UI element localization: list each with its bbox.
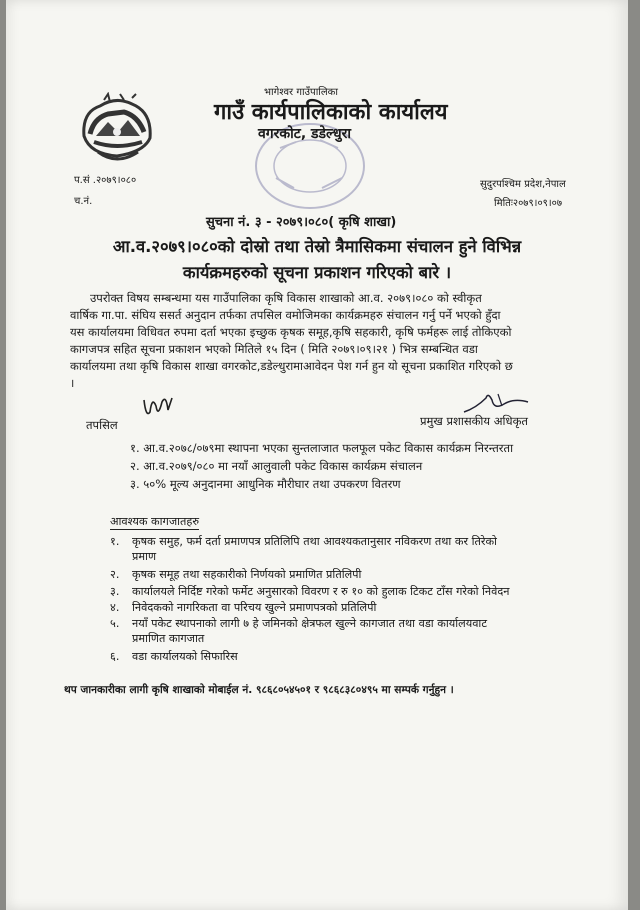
document-item-number: २. <box>110 568 120 581</box>
document-item-line: कृषक समुह, फर्म दर्ता प्रमाणपत्र प्रतिलिपि तथा आवश्यकतानुसार नविकरण तथा कर तिरेको <box>132 535 497 548</box>
province-name: सुदुरपश्चिम प्रदेश,नेपाल <box>480 179 566 190</box>
document-item-number: ३. <box>110 585 120 598</box>
tapsil-item: ३. ५०% मूल्य अनुदानमा आधुनिक मौरीघार तथा उपकरण वितरण <box>130 477 401 491</box>
body-line: वार्षिक गा.पा. संघिय ससर्त अनुदान तर्फका तपसिल वमोजिमका कार्यक्रमहरु संचालन गर्नु पर्ने भएको हुँदा <box>70 308 501 322</box>
documents-heading: आवश्यक कागजातहरु <box>110 515 200 528</box>
tapsil-item: १. आ.व.२०७८/०७९मा स्थापना भएका सुन्तलाजात फलफूल पकेट विकास कार्यक्रम निरन्तरता <box>130 441 514 455</box>
contact-info: थप जानकारीका लागी कृषि शाखाको मोबाईल नं. ९८६८०५४५०१ र ९८६८३८०४९५ मा सम्पर्क गर्नुहुन । <box>64 684 454 696</box>
document-item-number: ५. <box>110 617 120 630</box>
document-item-line: नयाँ पकेट स्थापनाको लागी ७ हे जमिनको क्षेत्रफल खुल्ने कागजात तथा वडा कार्यालयवाट <box>132 617 487 630</box>
notice-page <box>6 0 628 910</box>
nepal-emblem-icon <box>74 92 160 172</box>
document-item-number: १. <box>110 535 120 548</box>
document-item-line: कार्यालयले निर्दिष्ट गरेको फर्मेट अनुसारको विवरण र रु १० को हुलाक टिकट टाँस गरेको निवेदन <box>132 585 510 598</box>
body-line: कार्यालयमा तथा कृषि विकास शाखा वगरकोट,डडेल्धुरामाआवेदन पेश गर्न हुन यो सूचना प्रकाशित गरिएको छ <box>70 359 513 373</box>
document-item-number: ४. <box>110 601 120 614</box>
tapsil-heading: तपसिल <box>86 418 118 432</box>
notice-date: मितिः२०७९।०९।०७ <box>494 198 563 209</box>
body-line: कागजपत्र सहित सूचना प्रकाशन भएको मितिले १५ दिन ( मिति २०७९।०९।२१ ) भित्र सम्बन्धित वडा <box>70 342 478 356</box>
office-title: गाउँ कार्यपालिकाको कार्यालय <box>214 100 448 125</box>
left-signature-icon <box>140 392 176 422</box>
document-item-line: प्रमाण <box>132 550 157 563</box>
patra-sankhya: प.सं .२०७९।०८० <box>74 175 137 186</box>
body-line: । <box>70 376 75 390</box>
signatory-title: प्रमुख प्रशासकीय अधिकृत <box>420 414 528 428</box>
chalani-number: च.नं. <box>74 196 93 207</box>
notice-subject-line-2: कार्यक्रमहरुको सूचना प्रकाशन गरिएको बारे । <box>182 263 452 282</box>
notice-subject-line-1: आ.व.२०७९।०८०को दोस्रो तथा तेस्रो त्रैमासिकमा संचालन हुने विभिन्न <box>112 237 522 256</box>
municipality-name: भागेश्वर गाउँपालिका <box>264 87 338 98</box>
document-item-line: प्रमाणित कागजात <box>132 632 205 645</box>
office-location: वगरकोट, डडेल्धुरा <box>258 126 351 142</box>
document-item-number: ६. <box>110 650 120 663</box>
body-line: यस कार्यालयमा विधिवत रुपमा दर्ता भएका इच्छुक कृषक समूह,कृषि सहकारी, कृषि फर्महरू लाई तोकिएको <box>70 325 512 339</box>
tapsil-item: २. आ.व.२०७९/०८० मा नयाँ आलुवाली पकेट विकास कार्यक्रम संचालन <box>130 459 423 473</box>
body-line: उपरोक्त विषय सम्बन्धमा यस गाउँपालिका कृषि विकास शाखाको आ.व. २०७९।०८० को स्वीकृत <box>90 291 482 305</box>
document-item-line: कृषक समूह तथा सहकारीको निर्णयको प्रमाणित प्रतिलिपी <box>132 568 362 581</box>
document-item-line: वडा कार्यालयको सिफारिस <box>132 650 238 663</box>
notice-number: सुचना नं. ३ - २०७९।०८०( कृषि शाखा) <box>206 215 397 230</box>
document-item-line: निवेदकको नागरिकता वा परिचय खुल्ने प्रमाणपत्रको प्रतिलिपी <box>132 601 377 614</box>
